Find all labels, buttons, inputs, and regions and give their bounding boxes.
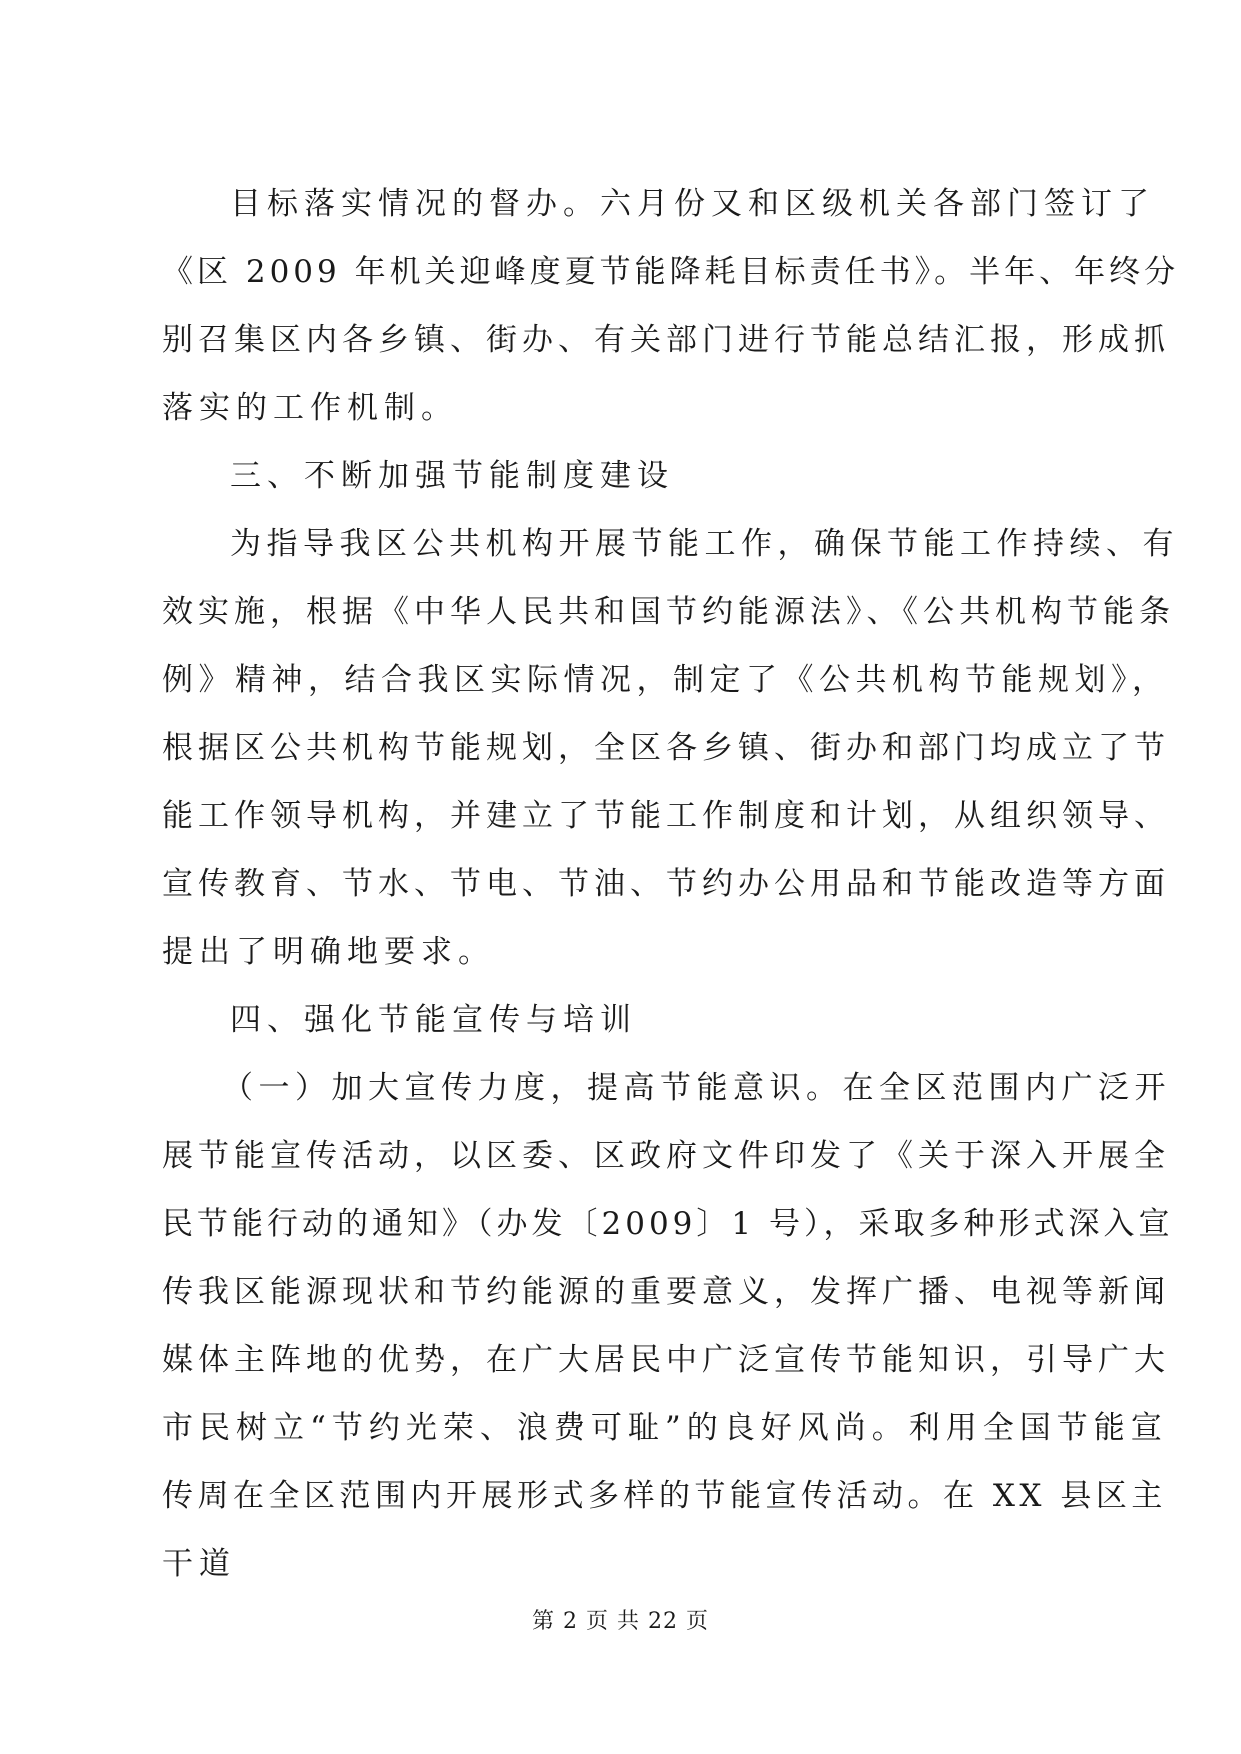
- text-line: 效实施，根据《中华人民共和国节约能源法》、《公共机构节能条: [162, 594, 1175, 630]
- text-line: 《区 2009 年机关迎峰度夏节能降耗目标责任书》。半年、年终分: [162, 254, 1180, 290]
- text-line: 根据区公共机构节能规划，全区各乡镇、街办和部门均成立了节: [162, 730, 1170, 766]
- text-line: 市民树立“节约光荣、浪费可耻”的良好风尚。利用全国节能宣: [162, 1410, 1168, 1446]
- text-line: 传周在全区范围内开展形式多样的节能宣传活动。在 XX 县区主: [162, 1478, 1167, 1514]
- section-heading: 三、不断加强节能制度建设: [230, 458, 674, 494]
- text-line: （一）加大宣传力度，提高节能意识。在全区范围内广泛开: [222, 1070, 1171, 1106]
- text-line: 别召集区内各乡镇、街办、有关部门进行节能总结汇报，形成抓: [162, 322, 1170, 358]
- text-line: 落实的工作机制。: [162, 390, 458, 426]
- text-line: 为指导我区公共机构开展节能工作，确保节能工作持续、有: [230, 526, 1179, 562]
- section-heading: 四、强化节能宣传与培训: [230, 1002, 637, 1038]
- text-line: 能工作领导机构，并建立了节能工作制度和计划，从组织领导、: [162, 798, 1170, 834]
- text-line: 媒体主阵地的优势，在广大居民中广泛宣传节能知识，引导广大: [162, 1342, 1170, 1378]
- text-line: 展节能宣传活动，以区委、区政府文件印发了《关于深入开展全: [162, 1138, 1170, 1174]
- text-line: 传我区能源现状和节约能源的重要意义，发挥广播、电视等新闻: [162, 1274, 1170, 1310]
- text-line: 民节能行动的通知》（办发〔2009〕1 号），采取多种形式深入宣: [162, 1206, 1174, 1242]
- text-line: 宣传教育、节水、节电、节油、节约办公用品和节能改造等方面: [162, 866, 1170, 902]
- text-line: 干道: [162, 1546, 236, 1582]
- page-footer: 第 2 页 共 22 页: [532, 1609, 709, 1634]
- text-line: 例》精神，结合我区实际情况，制定了《公共机构节能规划》，: [162, 662, 1169, 698]
- text-line: 提出了明确地要求。: [162, 934, 495, 970]
- text-line: 目标落实情况的督办。六月份又和区级机关各部门签订了: [230, 186, 1155, 222]
